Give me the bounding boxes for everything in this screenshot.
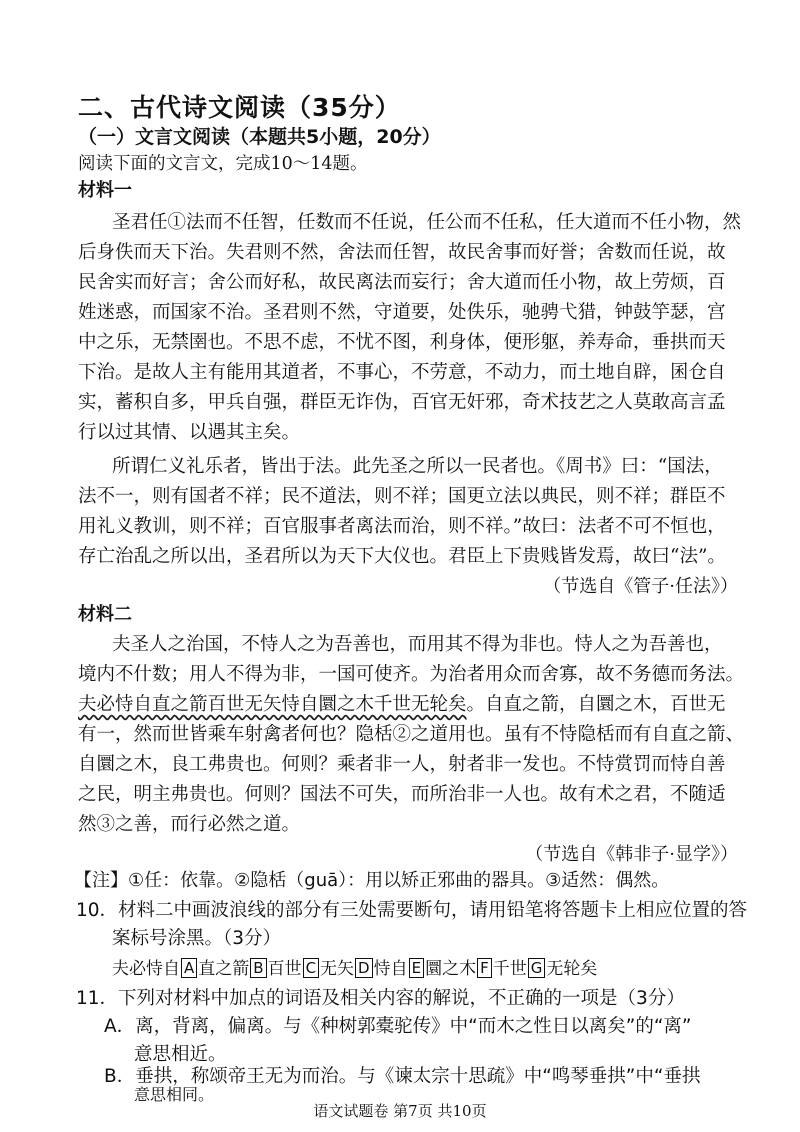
q11-option-b-cont: 意思相同。 [134,1085,215,1104]
q10-segment: 无轮矣 [546,959,598,979]
instruction-text: 阅读下面的文言文，完成10～14题。 [78,154,368,174]
q10-segment: 恃自 [373,959,408,979]
material2-line: 自圜之木，良工弗贵也。何则？乘者非一人，射者非一发也。不恃赏罚而恃自善 [78,754,726,775]
q10-segment: 无矢 [320,959,355,979]
q10-mark-box[interactable]: F [477,958,492,978]
q11-option-b: B．垂拱，称颂帝王无为而治。与《谏太宗十思疏》中“鸣琴垂拱”中“垂拱 [104,1066,701,1087]
notes-text: 【注】①任：依靠。②隐栝（guā）：用以矫正邪曲的器具。③适然：偶然。 [74,870,670,891]
q11-stem: 11．下列对材料中加点的词语及相关内容的解说，不正确的一项是（3分） [76,988,685,1009]
q10-mark-box[interactable]: E [409,958,424,978]
material1-line: 法不一，则有国者不祥；民不道法，则不祥；国更立法以典民，则不祥；群臣不 [78,486,726,507]
section-title: 二、古代诗文阅读（35分） [78,93,401,122]
material1-line: 存亡治乱之所以出，圣君所以为天下大仪也。君臣上下贵贱皆发焉，故曰“法”。 [78,546,726,567]
wavy-underlined-passage: 夫必恃自直之箭百世无矢恃自圜之木千世无轮矣 [78,694,467,715]
material2-source: （节选自《韩非子·显学》） [525,844,738,865]
q10-stem-cont: 案标号涂黑。（3分） [112,928,282,949]
material1-line: 姓迷惑，而国家不治。圣君则不然，守道要，处佚乐，驰骋弋猎，钟鼓竽瑟，宫 [78,302,726,323]
q10-segment: 千世 [492,959,527,979]
material2-line: 境内不什数；用人不得为非，一国可使齐。为治者用众而舍寡，故不务德而务法。 [78,664,745,685]
q10-mark-box[interactable]: D [355,958,373,978]
q10-segment: 圜之木 [425,959,477,979]
q10-stem: 10．材料二中画波浪线的部分有三处需要断句，请用铅笔将答题卡上相应位置的答 [76,900,748,921]
q10-segment-line [112,954,597,979]
q10-mark-box[interactable]: A [181,958,197,978]
q11-option-a-cont: 意思相近。 [134,1044,227,1065]
q10-segment: 百世 [267,959,302,979]
material1-line: 后身佚而天下治。失君则不然，舍法而任智，故民舍事而好誉；舍数而任说，故 [78,242,726,263]
subsection-title: （一）文言文阅读（本题共5小题，20分） [78,126,441,148]
material1-line: 下治。是故人主有能用其道者，不事心，不劳意，不动力，而土地自辟，囷仓自 [78,362,726,383]
material2-line [78,690,726,716]
material1-source: （节选自《管子·任法》） [543,576,738,597]
material1-line: 圣君任①法而不任智，任数而不任说，任公而不任私，任大道而不任小物，然 [112,212,742,233]
material1-line: 用礼义教训，则不祥；百官服事者离法而治，则不祥。”故曰：法者不可不恒也， [78,516,726,537]
q10-segment: 夫必恃自 [112,959,180,979]
q10-mark-box[interactable]: B [250,958,266,978]
material2-line: 夫圣人之治国，不恃人之为吾善也，而用其不得为非也。恃人之为吾善也， [112,634,723,655]
page-footer: 语文试题卷 第7页 共10页 [313,1102,487,1120]
material2-line: 然③之善，而行必然之道。 [78,814,301,835]
q10-mark-box[interactable]: C [303,958,319,978]
material1-line: 中之乐，无禁圉也。不思不虑，不忧不图，利身体，便形躯，养寿命，垂拱而天 [78,332,726,353]
material2-line-rest: 。自直之箭，自圜之木，百世无 [466,694,726,715]
material1-label: 材料一 [78,180,132,201]
q10-segment: 直之箭 [198,959,250,979]
material1-line: 行以过其情、以遇其主矣。 [78,422,301,443]
material2-line: 有一，然而世皆乘车射禽者何也？隐栝②之道用也。虽有不恃隐栝而有自直之箭、 [78,724,745,745]
material2-line: 之民，明主弗贵也。何则？国法不可失，而所治非一人也。故有术之君，不随适 [78,784,726,805]
q10-mark-box[interactable]: G [528,958,546,978]
q11-option-a: A．离，背离，偏离。与《种树郭橐驼传》中“而木之性日以离矣”的“离” [104,1016,692,1037]
material1-line: 实，蓄积自多，甲兵自强，群臣无诈伪，百官无奸邪，奇术技艺之人莫敢高言孟 [78,392,726,413]
material2-label: 材料二 [78,604,132,625]
material1-line: 民舍实而好言；舍公而好私，故民离法而妄行；舍大道而任小物，故上劳烦，百 [78,272,726,293]
material1-line: 所谓仁义礼乐者，皆出于法。此先圣之所以一民者也。《周书》曰：“国法， [112,456,723,477]
